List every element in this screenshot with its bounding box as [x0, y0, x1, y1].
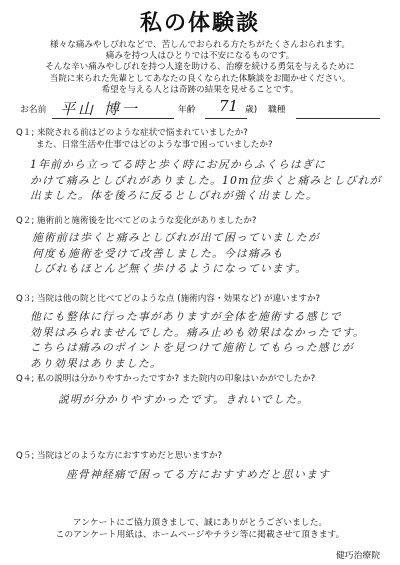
age-underline: [205, 118, 247, 119]
answer-3: [30, 309, 365, 371]
answer-line: 出ました。体を後ろに反るとしびれが強く出ました。: [30, 189, 318, 202]
answer-2: [32, 230, 320, 277]
answer-line: 座骨神経痛で困ってる方におすすめだと思います: [66, 468, 331, 481]
name-label: お名前: [20, 105, 47, 115]
intro-line: 痛みを持つ人はひとりでは不安になるものです。: [105, 51, 295, 62]
question-text: Q２; 施術前と施術後を比べてどのような変化がありましたか?: [16, 216, 257, 226]
question-3: [16, 294, 320, 306]
answer-line: かけて痛みとしびれがありました。10m位歩くと痛みとしびれが: [30, 173, 382, 187]
footer-line: このアンケート用紙は、ホームページやチラシ等に掲載させて頂きます。: [55, 529, 345, 540]
answer-line: 効果はみられませんでした。痛み止めも効果はなかったです。: [30, 325, 366, 339]
answer-line: しびれもほとんど無く歩けるようになっています。: [32, 262, 308, 275]
intro-line: 当院に来られた先輩としてあなたの良くなられた体験談をお聞かせください。: [49, 73, 351, 84]
answer-line: こちらは痛みのポイントを見つけて施術してもらった感じが: [30, 341, 354, 354]
answer-line: 他にも整体に行った事がありますが全体を施術する感じで: [30, 310, 342, 323]
answer-line: あり効果はありました。: [30, 356, 162, 370]
answer-line: 何度も施術を受けて改善しました。今は痛みも: [32, 246, 284, 260]
footer-text: [0, 518, 400, 541]
intro-line: 様々な痛みやしびれなどで、苦しんでおられる方たちがたくさんおられます。: [50, 40, 350, 50]
answer-4: [58, 392, 309, 408]
question-text: Q４; 私の説明は分かりやすかったですか? また院内の印象はいかがでしたか?: [16, 374, 316, 384]
intro-line: 希望を与える人とは奇跡の結果を見せることです。: [101, 84, 299, 95]
intro-text: [20, 40, 380, 96]
question-2: [16, 216, 256, 228]
age-field[interactable]: 71: [219, 97, 239, 115]
occupation-underline: [296, 118, 380, 119]
answer-line: 説明が分かりやすかったです。きれいでした。: [58, 393, 310, 406]
footer-line: アンケートにご協力頂きまして、誠にありがとうございました。: [72, 518, 328, 528]
question-text: Q１; 来院される前はどのような症状で悩まれていましたか?: [16, 128, 248, 138]
answer-1: [30, 157, 382, 204]
age-unit: 歳): [245, 105, 258, 115]
question-text: Q５; 当院はどのような方におすすめだと思いますか?: [16, 451, 223, 461]
occupation-label: 職種: [268, 105, 286, 115]
answer-line: 施術前は歩くと痛みとしびれが出て困っていましたが: [32, 231, 320, 244]
age-label: 年齢: [178, 105, 196, 115]
question-5: [16, 451, 222, 463]
answer-line: 1年前から立ってる時と歩く時にお尻からふくらはぎに: [30, 158, 326, 171]
clinic-name: 健巧治療院: [336, 551, 380, 561]
question-text: また、日常生活や仕事ではどのような事で困っていましたか?: [16, 139, 273, 150]
question-text: Q３; 当院は他の院と比べてどのような点 (施術内容・効果など) が違いますか?: [16, 294, 321, 304]
page-title: 私の体験談: [139, 11, 260, 36]
name-field[interactable]: 平山 博一: [60, 100, 140, 118]
answer-5: [66, 467, 330, 483]
question-4: [16, 374, 315, 386]
intro-line: そんな辛い痛みやしびれを持つ人達を助ける、治療を続ける勇気を与えるために: [45, 62, 355, 73]
question-1: [16, 128, 273, 151]
